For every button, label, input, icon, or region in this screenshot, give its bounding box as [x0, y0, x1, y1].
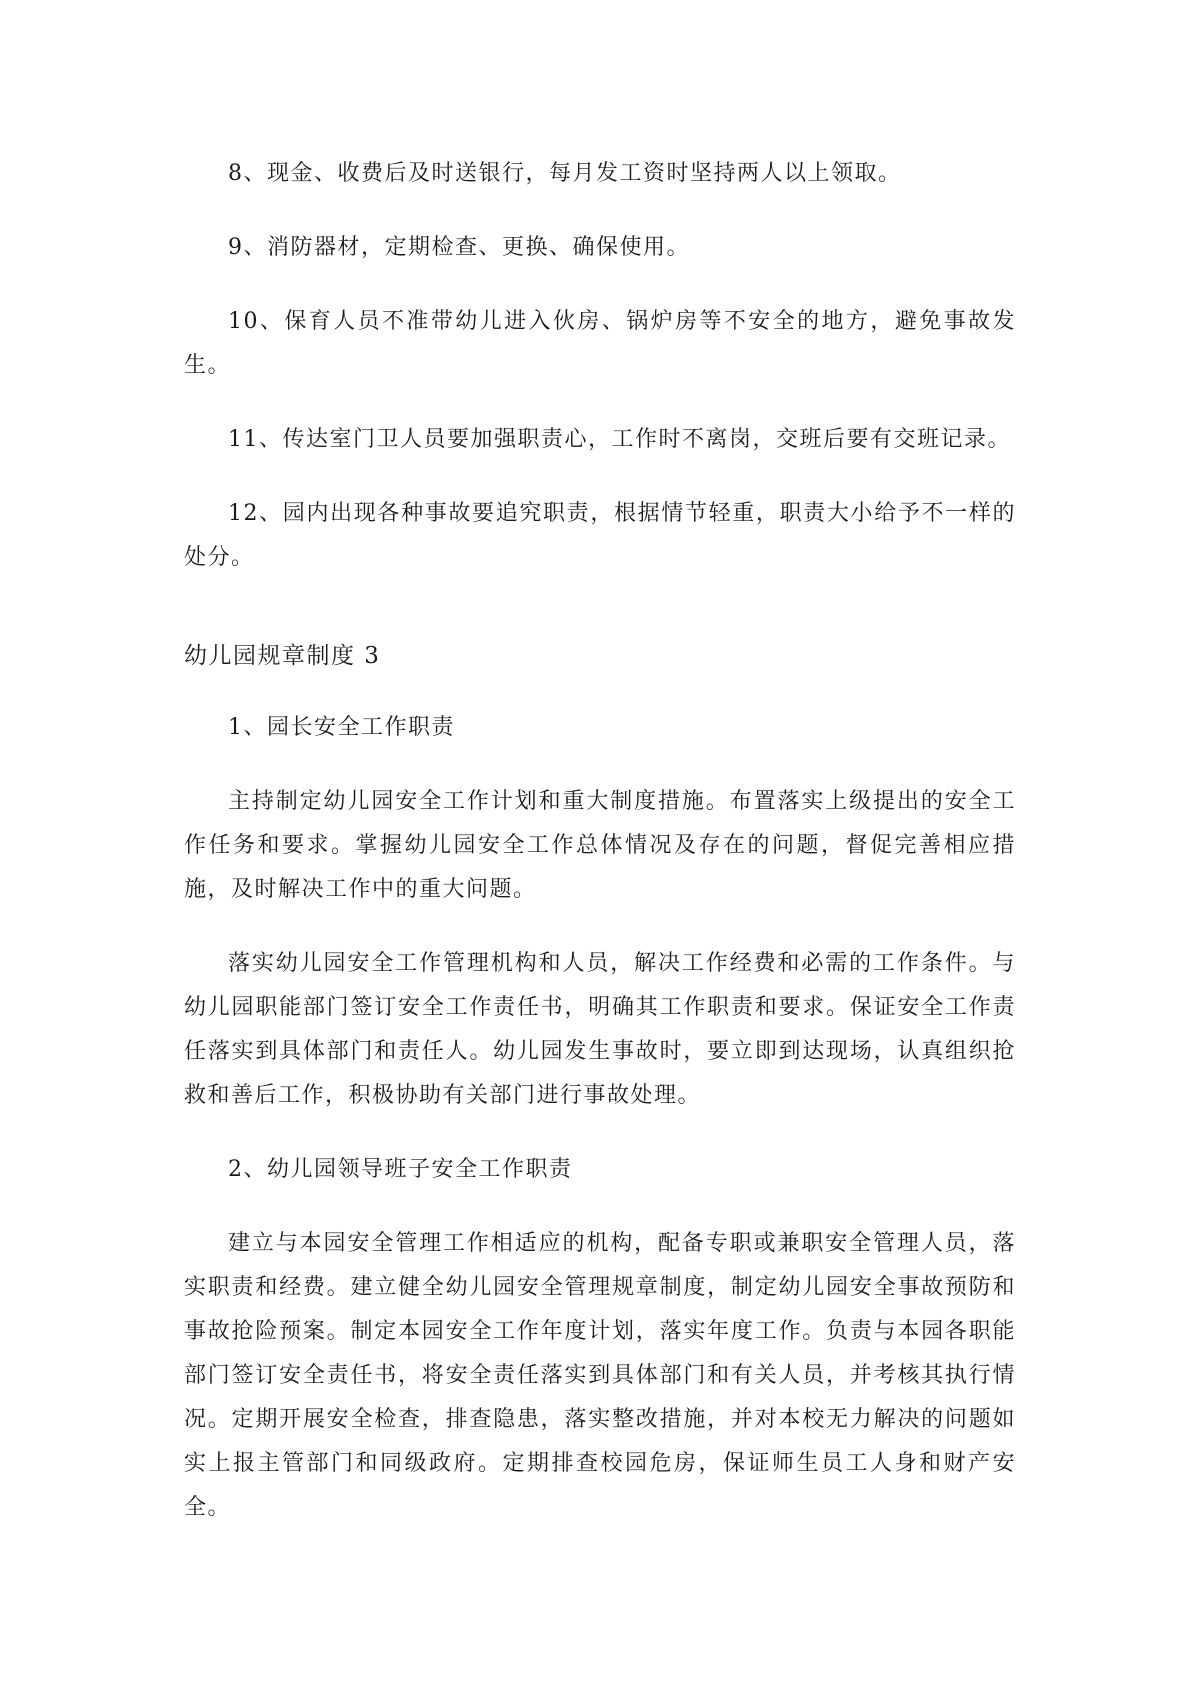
- list-item-12: 12、园内出现各种事故要追究职责，根据情节轻重，职责大小给予不一样的处分。: [184, 501, 1016, 570]
- section-title: 幼儿园规章制度 3: [184, 643, 381, 669]
- paragraph: 落实幼儿园安全工作管理机构和人员，解决工作经费和必需的工作条件。与幼儿园职能部门签订安全工作责任书，明确其工作职责和要求。保证安全工作责任落实到具体部门和责任人。幼儿园发生事故时，要立即到达现场，认真组织抢救和善后工作，积极协助有关部门进行事故处理。: [184, 951, 1016, 1108]
- document-body: [184, 152, 1016, 1560]
- paragraph: 主持制定幼儿园安全工作计划和重大制度措施。布置落实上级提出的安全工作任务和要求。掌握幼儿园安全工作总体情况及存在的问题，督促完善相应措施，及时解决工作中的重大问题。: [184, 789, 1016, 902]
- list-item-8: 8、现金、收费后及时送银行，每月发工资时坚持两人以上领取。: [228, 161, 902, 186]
- list-item-9: 9、消防器材，定期检查、更换、确保使用。: [228, 235, 690, 260]
- sub-heading-leadership: 2、幼儿园领导班子安全工作职责: [228, 1157, 573, 1182]
- sub-heading-principal: 1、园长安全工作职责: [228, 715, 455, 740]
- list-item-10: 10、保育人员不准带幼儿进入伙房、锅炉房等不安全的地方，避免事故发生。: [184, 309, 1016, 378]
- list-item-11: 11、传达室门卫人员要加强职责心，工作时不离岗，交班后要有交班记录。: [228, 427, 1011, 452]
- paragraph: 建立与本园安全管理工作相适应的机构，配备专职或兼职安全管理人员，落实职责和经费。建立健全幼儿园安全管理规章制度，制定幼儿园安全事故预防和事故抢险预案。制定本园安全工作年度计划，落实年度工作。负责与本园各职能部门签订安全责任书，将安全责任落实到具体部门和有关人员，并考核其执行情况。定期开展安全检查，排查隐患，落实整改措施，并对本校无力解决的问题如实上报主管部门和同级政府。定期排查校园危房，保证师生员工人身和财产安全。: [184, 1231, 1016, 1520]
